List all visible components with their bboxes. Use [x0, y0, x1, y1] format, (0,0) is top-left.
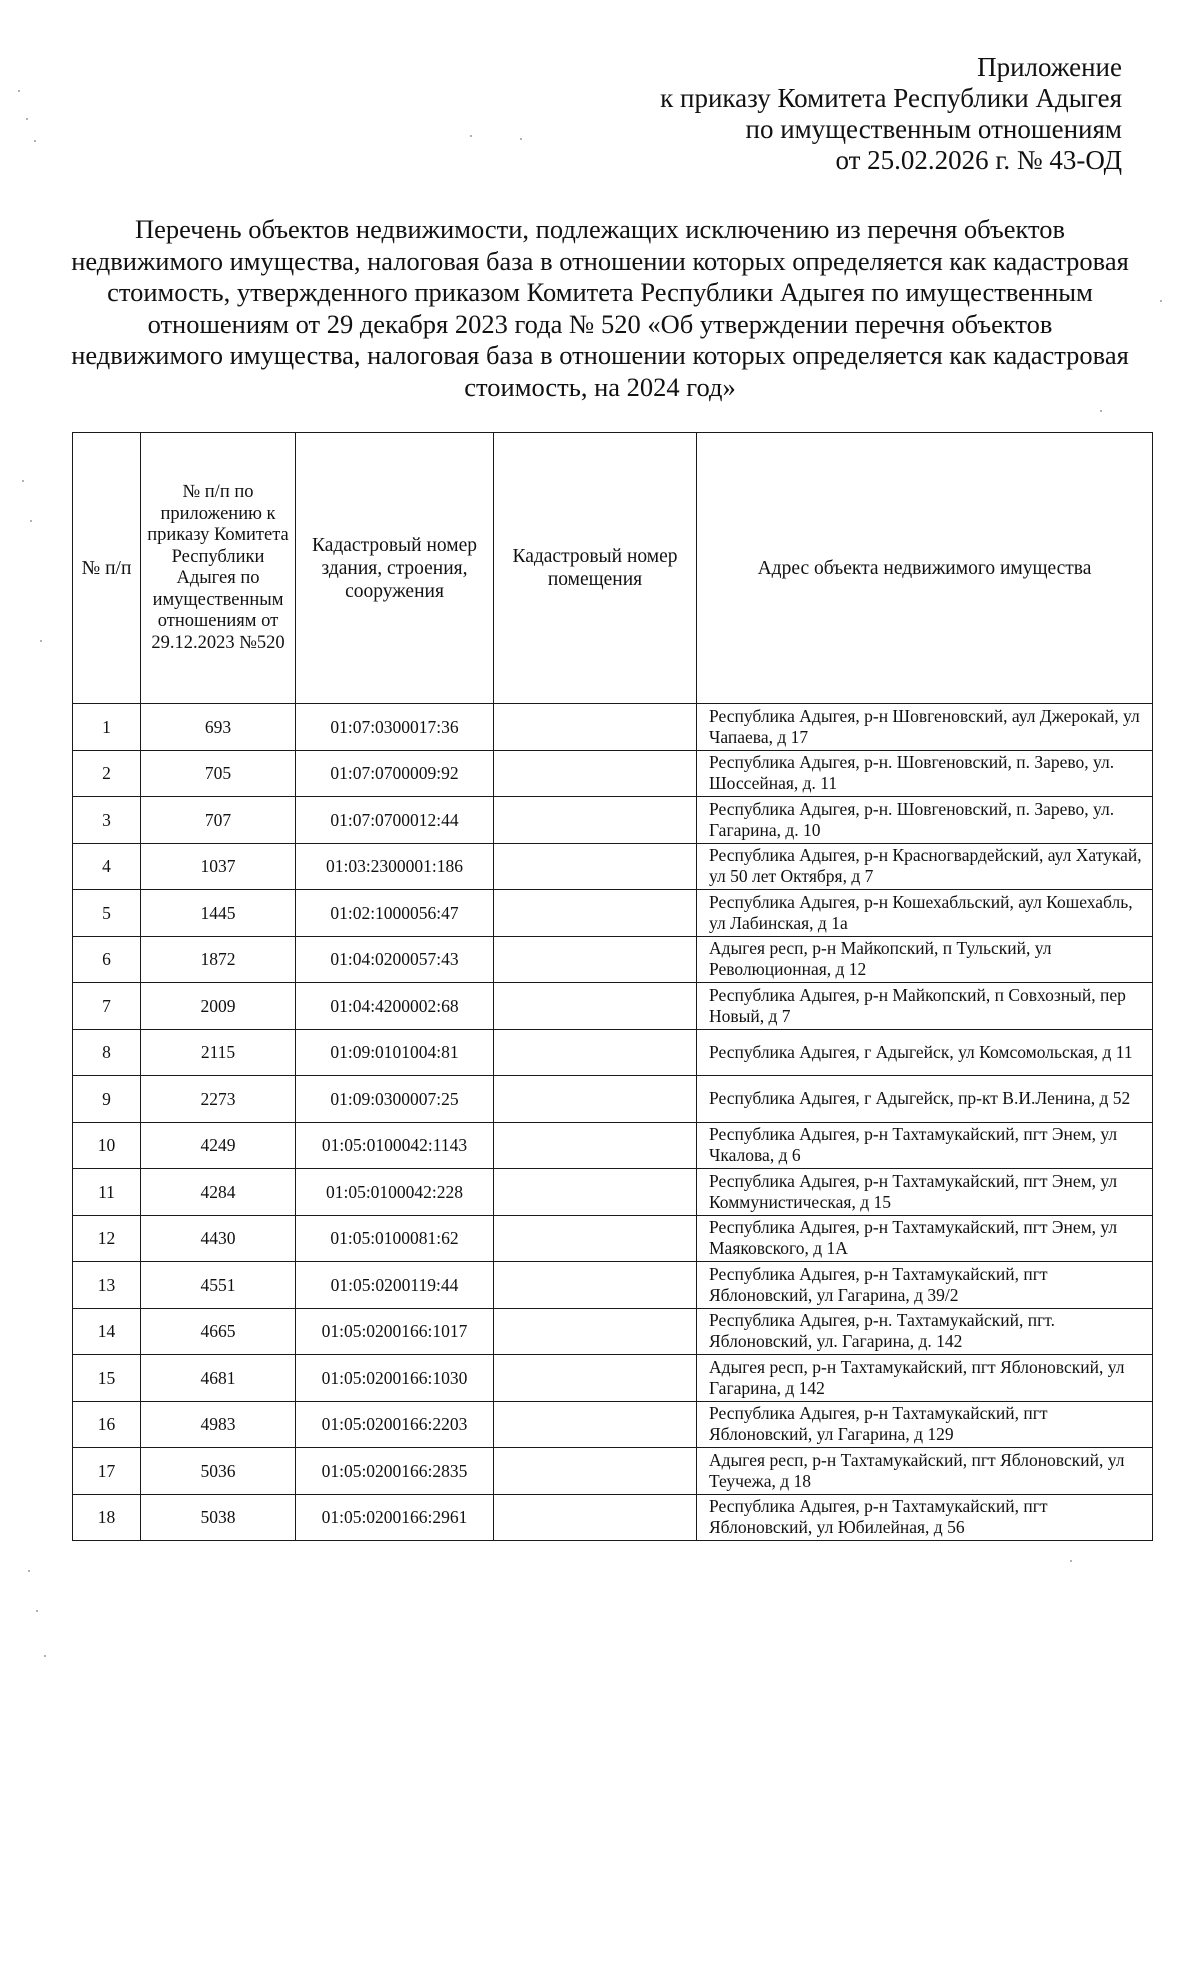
cell-appendix-number: 4983 — [141, 1401, 296, 1448]
cell-number: 7 — [73, 983, 141, 1030]
cell-number: 17 — [73, 1448, 141, 1495]
cell-address: Адыгея респ, р-н Майкопский, п Тульский, ул Революционная, д 12 — [697, 936, 1153, 983]
cell-room-cadastral — [494, 1494, 697, 1541]
cell-number: 18 — [73, 1494, 141, 1541]
appendix-line: Приложение — [977, 52, 1122, 82]
cell-appendix-number: 705 — [141, 750, 296, 797]
cell-room-cadastral — [494, 1355, 697, 1402]
cell-appendix-number: 2009 — [141, 983, 296, 1030]
cell-room-cadastral — [494, 1215, 697, 1262]
table-row — [73, 1215, 1153, 1262]
table-row — [73, 1029, 1153, 1076]
cell-appendix-number: 2273 — [141, 1076, 296, 1123]
cell-appendix-number: 4284 — [141, 1169, 296, 1216]
cell-appendix-number: 1037 — [141, 843, 296, 890]
cell-building-cadastral: 01:07:0700012:44 — [296, 797, 494, 844]
cell-building-cadastral: 01:05:0200166:1030 — [296, 1355, 494, 1402]
cell-building-cadastral: 01:09:0300007:25 — [296, 1076, 494, 1123]
cell-room-cadastral — [494, 936, 697, 983]
cell-room-cadastral — [494, 1308, 697, 1355]
cell-number: 9 — [73, 1076, 141, 1123]
cell-building-cadastral: 01:05:0200166:2961 — [296, 1494, 494, 1541]
cell-number: 11 — [73, 1169, 141, 1216]
cell-building-cadastral: 01:05:0200166:2835 — [296, 1448, 494, 1495]
cell-appendix-number: 693 — [141, 704, 296, 751]
cell-address: Республика Адыгея, р-н Майкопский, п Совхозный, пер Новый, д 7 — [697, 983, 1153, 1030]
cell-address: Республика Адыгея, р-н Красногвардейский, аул Хатукай, ул 50 лет Октября, д 7 — [697, 843, 1153, 890]
cell-building-cadastral: 01:04:4200002:68 — [296, 983, 494, 1030]
column-header-appendix-number: № п/п по приложению к приказу Комитета Республики Адыгея по имущественным отношениям от 29.12.2023 №520 — [141, 433, 296, 704]
table-row — [73, 1448, 1153, 1495]
column-header-building-cadastral: Кадастровый номер здания, строения, сооружения — [296, 433, 494, 704]
cell-appendix-number: 1872 — [141, 936, 296, 983]
table-row — [73, 1355, 1153, 1402]
column-header-number: № п/п — [73, 433, 141, 704]
cell-room-cadastral — [494, 1262, 697, 1309]
cell-address: Республика Адыгея, р-н Тахтамукайский, пгт Яблоновский, ул Гагарина, д 39/2 — [697, 1262, 1153, 1309]
cell-number: 6 — [73, 936, 141, 983]
table-row — [73, 1169, 1153, 1216]
cell-room-cadastral — [494, 1029, 697, 1076]
cell-address: Республика Адыгея, р-н Шовгеновский, аул Джерокай, ул Чапаева, д 17 — [697, 704, 1153, 751]
cell-building-cadastral: 01:04:0200057:43 — [296, 936, 494, 983]
cell-appendix-number: 4249 — [141, 1122, 296, 1169]
cell-appendix-number: 4430 — [141, 1215, 296, 1262]
cell-appendix-number: 4681 — [141, 1355, 296, 1402]
cell-building-cadastral: 01:02:1000056:47 — [296, 890, 494, 937]
cell-address: Республика Адыгея, р-н Тахтамукайский, пгт Яблоновский, ул Гагарина, д 129 — [697, 1401, 1153, 1448]
cell-building-cadastral: 01:05:0200166:1017 — [296, 1308, 494, 1355]
cell-address: Адыгея респ, р-н Тахтамукайский, пгт Яблоновский, ул Теучежа, д 18 — [697, 1448, 1153, 1495]
cell-number: 14 — [73, 1308, 141, 1355]
cell-number: 5 — [73, 890, 141, 937]
table-row — [73, 797, 1153, 844]
cell-room-cadastral — [494, 704, 697, 751]
cell-appendix-number: 4665 — [141, 1308, 296, 1355]
cell-room-cadastral — [494, 843, 697, 890]
table-row — [73, 1401, 1153, 1448]
table-row — [73, 936, 1153, 983]
table-row — [73, 843, 1153, 890]
cell-number: 1 — [73, 704, 141, 751]
cell-number: 3 — [73, 797, 141, 844]
objects-table — [72, 432, 1153, 1541]
column-header-room-cadastral: Кадастровый номер помещения — [494, 433, 697, 704]
cell-number: 16 — [73, 1401, 141, 1448]
column-header-address: Адрес объекта недвижимого имущества — [697, 433, 1153, 704]
cell-appendix-number: 707 — [141, 797, 296, 844]
table-row — [73, 1076, 1153, 1123]
document-title: Перечень объектов недвижимости, подлежащих исключению из перечня объектов недвижимого имущества, налоговая база в отношении которых определяется как кадастровая стоимость, утвержденного приказом Комитета Республики Адыгея по имущественным отношениям от 29 декабря 2023 года № 520 «Об утверждении перечня объектов недвижимого имущества, налоговая база в отношении которых определяется как кадастровая стоимость, на 2024 год» — [71, 214, 1129, 402]
cell-room-cadastral — [494, 797, 697, 844]
cell-address: Республика Адыгея, г Адыгейск, ул Комсомольская, д 11 — [697, 1029, 1153, 1076]
cell-appendix-number: 1445 — [141, 890, 296, 937]
cell-number: 10 — [73, 1122, 141, 1169]
cell-room-cadastral — [494, 750, 697, 797]
table-row — [73, 890, 1153, 937]
cell-address: Республика Адыгея, р-н Тахтамукайский, пгт Энем, ул Чкалова, д 6 — [697, 1122, 1153, 1169]
cell-appendix-number: 5038 — [141, 1494, 296, 1541]
cell-address: Республика Адыгея, р-н. Тахтамукайский, пгт. Яблоновский, ул. Гагарина, д. 142 — [697, 1308, 1153, 1355]
cell-number: 12 — [73, 1215, 141, 1262]
cell-appendix-number: 2115 — [141, 1029, 296, 1076]
cell-number: 8 — [73, 1029, 141, 1076]
table-row — [73, 1122, 1153, 1169]
cell-building-cadastral: 01:03:2300001:186 — [296, 843, 494, 890]
cell-building-cadastral: 01:09:0101004:81 — [296, 1029, 494, 1076]
table-row — [73, 704, 1153, 751]
cell-room-cadastral — [494, 1122, 697, 1169]
cell-room-cadastral — [494, 1448, 697, 1495]
table-row — [73, 750, 1153, 797]
cell-room-cadastral — [494, 1401, 697, 1448]
appendix-line: от 25.02.2026 г. № 43-ОД — [835, 145, 1122, 175]
cell-room-cadastral — [494, 1169, 697, 1216]
cell-address: Республика Адыгея, р-н Тахтамукайский, пгт Яблоновский, ул Юбилейная, д 56 — [697, 1494, 1153, 1541]
table-row — [73, 1494, 1153, 1541]
table-row — [73, 1262, 1153, 1309]
cell-number: 4 — [73, 843, 141, 890]
cell-number: 2 — [73, 750, 141, 797]
cell-number: 13 — [73, 1262, 141, 1309]
table-header-row — [73, 433, 1153, 704]
cell-room-cadastral — [494, 1076, 697, 1123]
cell-building-cadastral: 01:05:0100042:1143 — [296, 1122, 494, 1169]
cell-building-cadastral: 01:05:0100042:228 — [296, 1169, 494, 1216]
appendix-line: к приказу Комитета Республики Адыгея — [660, 83, 1122, 113]
appendix-header — [522, 52, 1122, 176]
cell-address: Адыгея респ, р-н Тахтамукайский, пгт Яблоновский, ул Гагарина, д 142 — [697, 1355, 1153, 1402]
cell-address: Республика Адыгея, р-н Кошехабльский, аул Кошехабль, ул Лабинская, д 1а — [697, 890, 1153, 937]
cell-room-cadastral — [494, 890, 697, 937]
cell-appendix-number: 4551 — [141, 1262, 296, 1309]
cell-address: Республика Адыгея, г Адыгейск, пр-кт В.И.Ленина, д 52 — [697, 1076, 1153, 1123]
cell-room-cadastral — [494, 983, 697, 1030]
appendix-line: по имущественным отношениям — [745, 114, 1122, 144]
cell-address: Республика Адыгея, р-н Тахтамукайский, пгт Энем, ул Коммунистическая, д 15 — [697, 1169, 1153, 1216]
table-body — [73, 704, 1153, 1541]
cell-building-cadastral: 01:05:0200119:44 — [296, 1262, 494, 1309]
table-row — [73, 983, 1153, 1030]
cell-building-cadastral: 01:05:0200166:2203 — [296, 1401, 494, 1448]
cell-number: 15 — [73, 1355, 141, 1402]
cell-building-cadastral: 01:07:0700009:92 — [296, 750, 494, 797]
cell-building-cadastral: 01:05:0100081:62 — [296, 1215, 494, 1262]
cell-address: Республика Адыгея, р-н. Шовгеновский, п. Зарево, ул. Гагарина, д. 10 — [697, 797, 1153, 844]
cell-building-cadastral: 01:07:0300017:36 — [296, 704, 494, 751]
cell-address: Республика Адыгея, р-н Тахтамукайский, пгт Энем, ул Маяковского, д 1А — [697, 1215, 1153, 1262]
table-row — [73, 1308, 1153, 1355]
cell-address: Республика Адыгея, р-н. Шовгеновский, п. Зарево, ул. Шоссейная, д. 11 — [697, 750, 1153, 797]
cell-appendix-number: 5036 — [141, 1448, 296, 1495]
